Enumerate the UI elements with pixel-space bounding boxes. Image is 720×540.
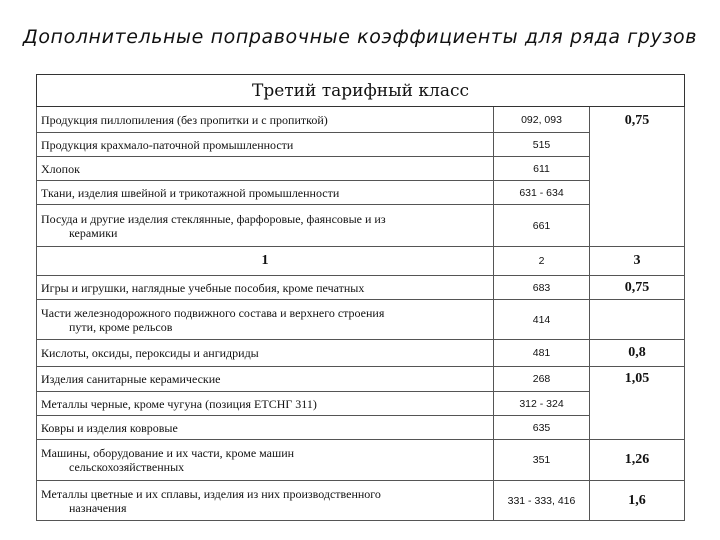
column-number-1: 1 bbox=[37, 247, 494, 276]
table-row bbox=[37, 481, 685, 521]
product-code: 092, 093 bbox=[494, 107, 590, 133]
product-code: 635 bbox=[494, 416, 590, 440]
product-name-line2: сельскохозяйственных bbox=[69, 460, 185, 474]
table-row bbox=[37, 440, 685, 481]
coefficient-empty bbox=[590, 300, 685, 340]
coefficient: 1,05 bbox=[590, 367, 685, 440]
table-row bbox=[37, 367, 685, 392]
product-name-line2: керамики bbox=[69, 225, 118, 240]
product-name: Ткани, изделия швейной и трикотажной промышленности bbox=[37, 181, 494, 205]
product-code: 312 - 324 bbox=[494, 392, 590, 416]
table-row bbox=[37, 392, 685, 416]
product-code: 331 - 333, 416 bbox=[494, 481, 590, 521]
page-title: Дополнительные поправочные коэффициенты для ряда грузов bbox=[22, 26, 698, 48]
product-code: 611 bbox=[494, 157, 590, 181]
product-name bbox=[37, 205, 494, 247]
table-row bbox=[37, 107, 685, 133]
product-name bbox=[37, 481, 494, 521]
table-header-row bbox=[37, 75, 685, 107]
product-name: Металлы черные, кроме чугуна (позиция ЕТСНГ 311) bbox=[37, 392, 494, 416]
product-code: 683 bbox=[494, 276, 590, 300]
coefficient: 0,75 bbox=[590, 107, 685, 247]
product-code: 661 bbox=[494, 205, 590, 247]
product-name-line1: Машины, оборудование и их части, кроме машин bbox=[41, 446, 295, 460]
product-code: 631 - 634 bbox=[494, 181, 590, 205]
table-row bbox=[37, 340, 685, 367]
table-row bbox=[37, 157, 685, 181]
table-row bbox=[37, 181, 685, 205]
product-name: Кислоты, оксиды, пероксиды и ангидриды bbox=[37, 340, 494, 367]
table-row bbox=[37, 276, 685, 300]
product-name bbox=[37, 440, 494, 481]
table-header: Третий тарифный класс bbox=[37, 75, 685, 107]
product-name-line1: Посуда и другие изделия стеклянные, фарфоровые, фаянсовые и из bbox=[41, 211, 386, 226]
product-name-line1: Части железнодорожного подвижного состава и верхнего строения bbox=[41, 305, 385, 320]
product-name-line2: пути, кроме рельсов bbox=[69, 319, 173, 334]
product-name: Изделия санитарные керамические bbox=[37, 367, 494, 392]
column-number-3: 3 bbox=[590, 247, 685, 276]
product-name-line2: назначения bbox=[69, 500, 127, 515]
product-code: 351 bbox=[494, 440, 590, 481]
coefficient: 0,8 bbox=[590, 340, 685, 367]
product-code: 515 bbox=[494, 133, 590, 157]
column-number-2: 2 bbox=[494, 247, 590, 276]
product-name: Хлопок bbox=[37, 157, 494, 181]
table-row bbox=[37, 133, 685, 157]
coefficient: 0,75 bbox=[590, 276, 685, 300]
column-numbers-row bbox=[37, 247, 685, 276]
coefficient: 1,26 bbox=[590, 440, 685, 481]
table-row bbox=[37, 416, 685, 440]
product-name: Продукция крахмало-паточной промышленности bbox=[37, 133, 494, 157]
table-row bbox=[37, 300, 685, 340]
product-name bbox=[37, 300, 494, 340]
product-code: 481 bbox=[494, 340, 590, 367]
product-name: Ковры и изделия ковровые bbox=[37, 416, 494, 440]
coefficient: 1,6 bbox=[590, 481, 685, 521]
coefficients-table bbox=[36, 74, 685, 521]
table-row bbox=[37, 205, 685, 247]
product-code: 268 bbox=[494, 367, 590, 392]
product-name: Игры и игрушки, наглядные учебные пособия, кроме печатных bbox=[37, 276, 494, 300]
product-name: Продукция пиллопиления (без пропитки и с пропиткой) bbox=[37, 107, 494, 133]
product-code: 414 bbox=[494, 300, 590, 340]
product-name-line1: Металлы цветные и их сплавы, изделия из них производственного bbox=[41, 486, 381, 501]
